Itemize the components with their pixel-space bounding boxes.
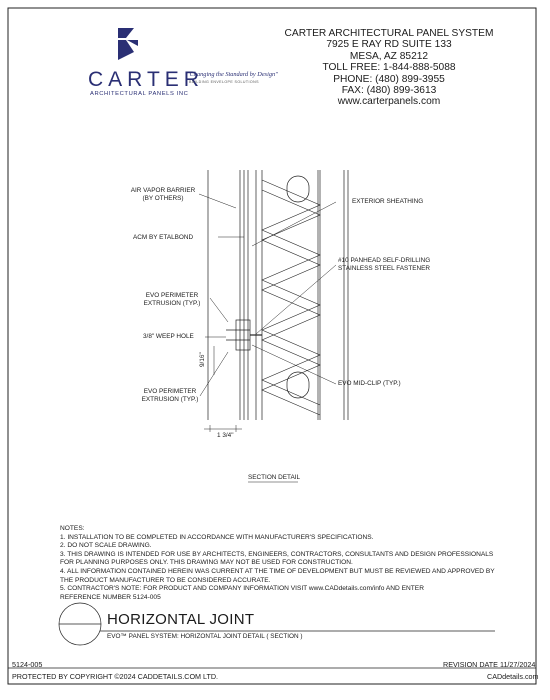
label-air-vapor [126,187,200,202]
label-midclip: EVO MID-CLIP (TYP.) [338,380,401,387]
company-fax: FAX: (480) 899-3613 [341,85,437,97]
section-detail-label: SECTION DETAIL [248,474,301,481]
leader-lines [199,194,336,396]
note-4b: THE PRODUCT MANUFACTURER TO BE CONSIDERED ACCURATE. [60,576,271,584]
note-3b: FOR PLANNING PURPOSES ONLY. THIS DRAWING MAY NOT BE USED FOR CONSTRUCTION. [60,559,353,567]
carter-logo-mark [118,28,138,60]
logo-subline: ARCHITECTURAL PANELS INC [90,91,189,97]
label-weep: 3/8" WEEP HOLE [143,333,194,340]
label-evo-top-line1: EVO PERIMETER [145,292,199,299]
company-tollfree: TOLL FREE: 1-844-888-5088 [322,62,456,74]
company-name: CARTER ARCHITECTURAL PANEL SYSTEM [284,28,494,39]
dim-vertical: 9/16" [199,352,206,367]
joint-title: HORIZONTAL JOINT [107,611,255,628]
note-3a: 3. THIS DRAWING IS INTENDED FOR USE BY ARCHITECTS, ENGINEERS, CONTRACTORS, CONSULTANTS AND DESIGN PROFESSIONALS [60,550,494,558]
label-acm: ACM BY ETALBOND [133,234,194,241]
label-fastener-line2: STAINLESS STEEL FASTENER [338,264,430,272]
company-address1: 7925 E RAY RD SUITE 133 [326,39,452,51]
footer-caddetails[interactable]: CADdetails.com [487,672,539,681]
label-fastener-line1: #10 PANHEAD SELF-DRILLING [338,257,431,264]
footer-ref: 5124-005 [12,660,43,669]
label-evo-top [137,292,207,307]
insulation-batting [262,180,320,405]
note-4a: 4. ALL INFORMATION CONTAINED HEREIN WAS CURRENT AT THE TIME OF DEVELOPMENT BUT MUST BE REVIEWED AND APPROVED BY [60,567,495,575]
footer-protected: PROTECTED BY COPYRIGHT ©2024 CADDETAILS.COM LTD. [12,672,219,681]
company-info [283,28,495,108]
insulation-batting-2 [262,190,320,415]
dim-horizontal: 1 3/4" [217,432,234,439]
joint-subtitle: EVO™ PANEL SYSTEM: HORIZONTAL JOINT DETAIL ( SECTION ) [107,633,303,640]
logo-wordmark: CARTER [88,68,204,91]
label-fastener [338,257,430,272]
company-website[interactable]: www.carterpanels.com [337,96,441,108]
wall-assembly [208,170,348,420]
slogan-sub: BUILDING ENVELOPE SOLUTIONS [189,80,259,84]
label-sheathing: EXTERIOR SHEATHING [352,198,424,205]
label-air-vapor-line2: (BY OTHERS) [142,194,184,202]
note-5b: REFERENCE NUMBER 5124-005 [60,593,161,601]
label-evo-bottom-line2: EXTRUSION (TYP.) [141,395,199,403]
notes-block [60,525,495,602]
footer-revision: REVISION DATE 11/27/2024 [443,660,536,669]
slogan: "Changing the Standard by Design" [187,71,278,78]
label-evo-bottom-line1: EVO PERIMETER [143,388,197,395]
company-address2: MESA, AZ 85212 [349,50,429,62]
label-evo-top-line2: EXTRUSION (TYP.) [143,299,201,307]
label-air-vapor-line1: AIR VAPOR BARRIER [130,187,196,194]
note-5a: 5. CONTRACTOR'S NOTE: FOR PRODUCT AND COMPANY INFORMATION VISIT www.CADdetails.com/info AND ENTER [60,585,424,593]
notes-heading: NOTES: [60,525,85,532]
note-1: 1. INSTALLATION TO BE COMPLETED IN ACCORDANCE WITH MANUFACTURER'S SPECIFICATIONS. [60,533,374,541]
note-2: 2. DO NOT SCALE DRAWING. [60,542,152,550]
dimension-lines [204,346,242,432]
company-phone: PHONE: (480) 899-3955 [333,73,445,85]
label-evo-bottom [135,388,205,403]
